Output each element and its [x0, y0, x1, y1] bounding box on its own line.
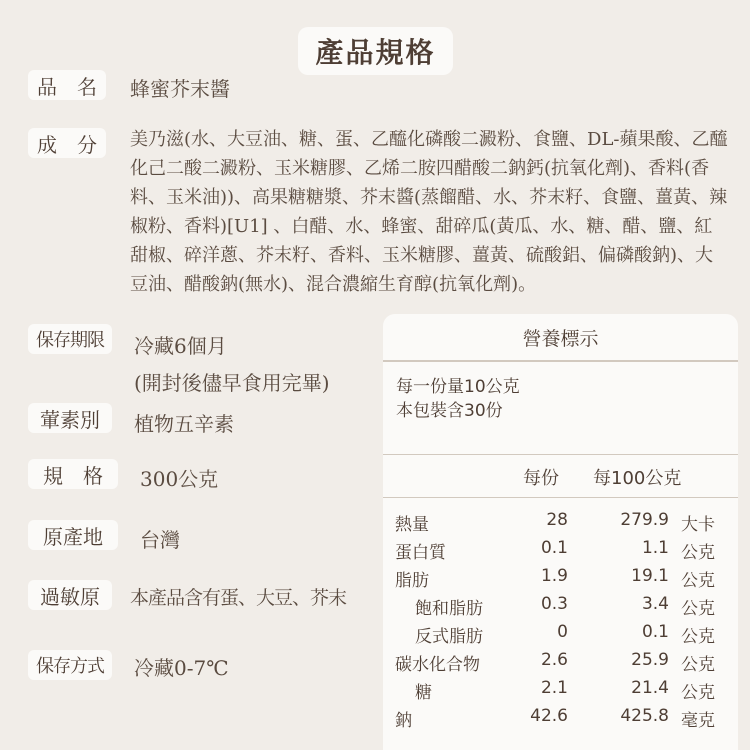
name-value: 蜂蜜芥末醬 — [130, 77, 230, 101]
col-per-100g: 每100公克 — [593, 468, 682, 489]
per-100g-value: 3.4 — [641, 594, 669, 614]
nutrient-name: 飽和脂肪 — [415, 599, 483, 619]
diet-value: 植物五辛素 — [134, 412, 234, 436]
divider — [383, 454, 738, 455]
origin-label: 原產地 — [28, 520, 118, 550]
per-serving-value: 2.6 — [540, 650, 568, 670]
per-100g-value: 21.4 — [631, 678, 669, 698]
per-serving-value: 28 — [546, 510, 568, 530]
nutrition-row — [383, 678, 738, 706]
per-serving-value: 0.3 — [540, 594, 568, 614]
nutrition-panel — [383, 314, 738, 750]
spec-value: 300公克 — [140, 467, 219, 491]
storage-method-value: 冷藏0-7℃ — [134, 656, 229, 680]
name-label: 品 名 — [28, 70, 106, 100]
nutrition-row — [383, 538, 738, 566]
unit: 公克 — [681, 571, 715, 591]
per-serving-value: 0 — [557, 622, 568, 642]
per-serving-value: 0.1 — [540, 538, 568, 558]
nutrient-name: 碳水化合物 — [395, 655, 480, 675]
per-100g-value: 0.1 — [641, 622, 669, 642]
per-100g-value: 25.9 — [631, 650, 669, 670]
nutrition-row — [383, 566, 738, 594]
unit: 公克 — [681, 543, 715, 563]
nutrient-name: 脂肪 — [395, 571, 429, 591]
origin-value: 台灣 — [140, 528, 180, 552]
unit: 公克 — [681, 683, 715, 703]
col-per-serving: 每份 — [523, 468, 559, 489]
unit: 公克 — [681, 655, 715, 675]
serving-size: 每一份量10公克 — [396, 377, 520, 397]
nutrient-name: 糖 — [415, 683, 432, 703]
per-serving-value: 2.1 — [540, 678, 568, 698]
per-serving-value: 42.6 — [530, 706, 568, 726]
nutrient-name: 反式脂肪 — [415, 627, 483, 647]
diet-label: 葷素別 — [28, 403, 112, 433]
divider — [383, 360, 738, 362]
nutrient-name: 蛋白質 — [395, 543, 446, 563]
storage-period-note: (開封後儘早食用完畢) — [134, 371, 330, 395]
per-100g-value: 1.1 — [641, 538, 669, 558]
per-100g-value: 425.8 — [620, 706, 669, 726]
divider — [383, 497, 738, 498]
allergen-label: 過敏原 — [28, 580, 112, 610]
nutrition-row — [383, 706, 738, 734]
nutrition-row — [383, 622, 738, 650]
nutrient-name: 熱量 — [395, 515, 429, 535]
page-title: 產品規格 — [298, 27, 453, 75]
servings-per-package: 本包裝含30份 — [396, 401, 503, 421]
per-serving-value: 1.9 — [540, 566, 568, 586]
allergen-value: 本產品含有蛋、大豆、芥末 — [130, 587, 347, 609]
per-100g-value: 279.9 — [620, 510, 669, 530]
nutrient-name: 鈉 — [395, 711, 412, 731]
unit: 公克 — [681, 599, 715, 619]
nutrition-row — [383, 594, 738, 622]
nutrition-row — [383, 510, 738, 538]
ingredients-value: 美乃滋(水、大豆油、糖、蛋、乙醯化磷酸二澱粉、食鹽、DL-蘋果酸、乙醯化己二酸二澱粉、玉米糖膠、乙烯二胺四醋酸二鈉鈣(抗氧化劑)、香料(香料、玉米油))、高果糖糖漿、芥末醬(蒸餾醋、水、芥末籽、食鹽、薑黃、辣椒粉、香料)[U1] 、白醋、水、蜂蜜、甜碎瓜(黃瓜、水、糖、醋、鹽、紅甜椒、碎洋蔥、芥末籽、香料、玉米糖膠、薑黃、硫酸鋁、偏磷酸鈉)、大豆油、醋酸鈉(無水)、混合濃縮生育醇(抗氧化劑)。 — [130, 129, 728, 295]
storage-period-value: 冷藏6個月 — [134, 334, 227, 358]
unit: 大卡 — [681, 515, 715, 535]
storage-period-label: 保存期限 — [28, 324, 112, 354]
nutrition-row — [383, 650, 738, 678]
spec-label: 規 格 — [28, 459, 118, 489]
per-100g-value: 19.1 — [631, 566, 669, 586]
ingredients-label: 成 分 — [28, 128, 106, 158]
storage-method-label: 保存方式 — [28, 650, 112, 680]
unit: 毫克 — [681, 711, 715, 731]
unit: 公克 — [681, 627, 715, 647]
nutrition-title: 營養標示 — [522, 327, 599, 350]
